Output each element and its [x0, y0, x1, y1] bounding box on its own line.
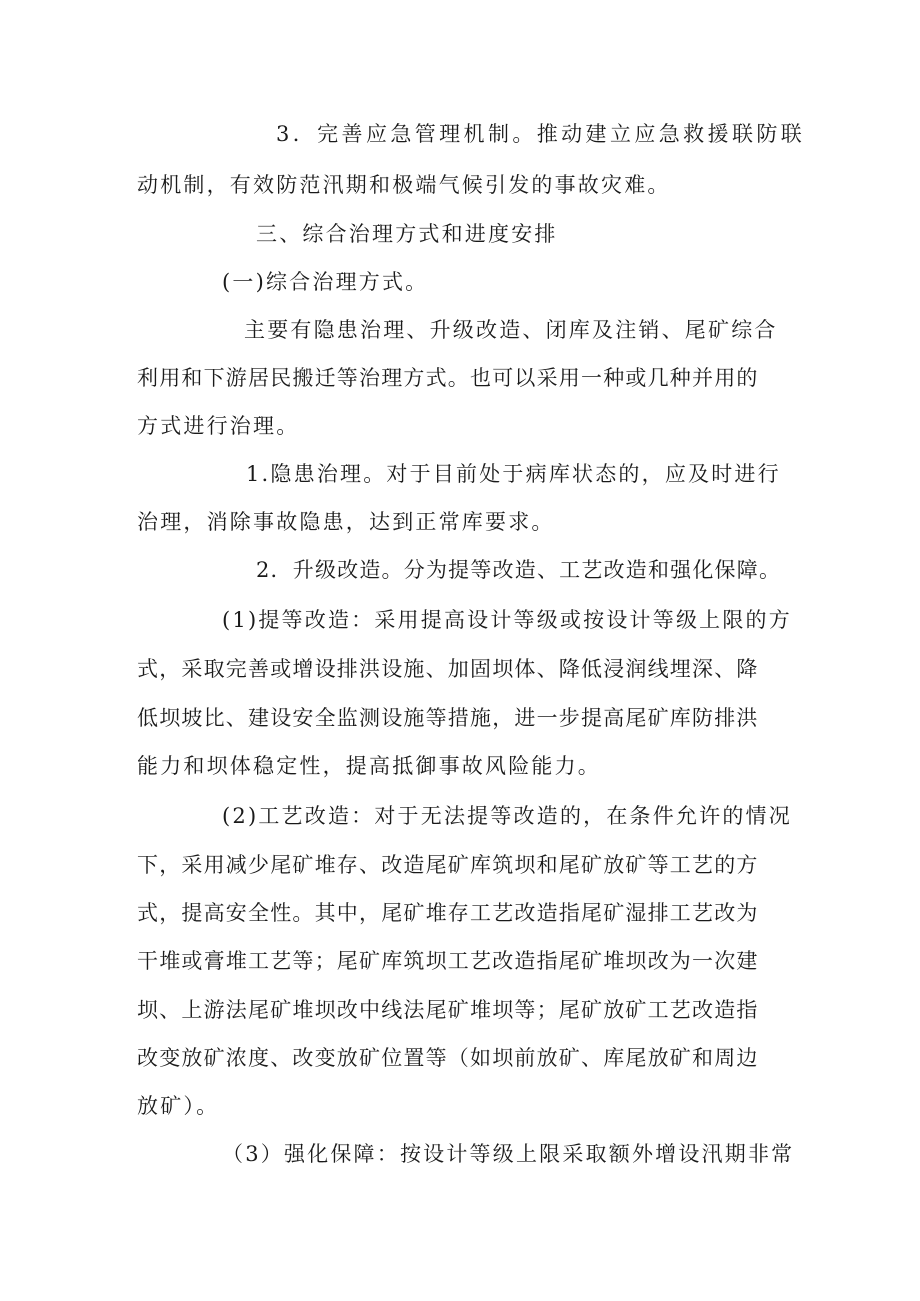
heading-section-3: 三、综合治理方式和进度安排 — [256, 222, 558, 246]
sub1-line4: 能力和坝体稳定性，提高抵御事故风险能力。 — [137, 754, 601, 778]
sub2-line2: 下，采用减少尾矿堆存、改造尾矿库筑坝和尾矿放矿等工艺的方 — [137, 853, 759, 877]
sub2-line1: (2)工艺改造：对于无法提等改造的，在条件允许的情况 — [222, 804, 792, 828]
item3-line1: 3．完善应急管理机制。推动建立应急救援联防联 — [276, 122, 806, 146]
sub2-line6: 改变放矿浓度、改变放矿位置等（如坝前放矿、库尾放矿和周边 — [137, 1046, 759, 1070]
sub1-line3: 低坝坡比、建设安全监测设施等措施，进一步提高尾矿库防排洪 — [137, 706, 759, 730]
subheading-1: (一)综合治理方式。 — [222, 270, 429, 294]
sub1-line1: (1)提等改造：采用提高设计等级或按设计等级上限的方 — [222, 608, 792, 632]
item3-line2: 动机制，有效防范汛期和极端气候引发的事故灾难。 — [137, 173, 671, 197]
sub2-line7: 放矿）。 — [137, 1094, 220, 1118]
intro-line3: 方式进行治理。 — [137, 414, 300, 438]
intro-line2: 利用和下游居民搬迁等治理方式。也可以采用一种或几种并用的 — [137, 366, 759, 390]
sub2-line4: 干堆或膏堆工艺等；尾矿库筑坝工艺改造指尾矿堆坝改为一次建 — [137, 949, 759, 973]
sub1-line2: 式，采取完善或增设排洪设施、加固坝体、降低浸润线埋深、降 — [137, 657, 759, 681]
sub2-line3: 式，提高安全性。其中，尾矿堆存工艺改造指尾矿湿排工艺改为 — [137, 901, 759, 925]
item1-line1: 1.隐患治理。对于目前处于病库状态的，应及时进行 — [246, 462, 781, 486]
sub2-line5: 坝、上游法尾矿堆坝改中线法尾矿堆坝等；尾矿放矿工艺改造指 — [137, 998, 759, 1022]
item1-line2: 治理，消除事故隐患，达到正常库要求。 — [137, 510, 555, 534]
item2-line1: 2．升级改造。分为提等改造、工艺改造和强化保障。 — [256, 558, 782, 582]
sub3-line1: （3）强化保障：按设计等级上限采取额外增设汛期非常 — [222, 1142, 795, 1166]
intro-line1: 主要有隐患治理、升级改造、闭库及注销、尾矿综合 — [244, 318, 778, 342]
